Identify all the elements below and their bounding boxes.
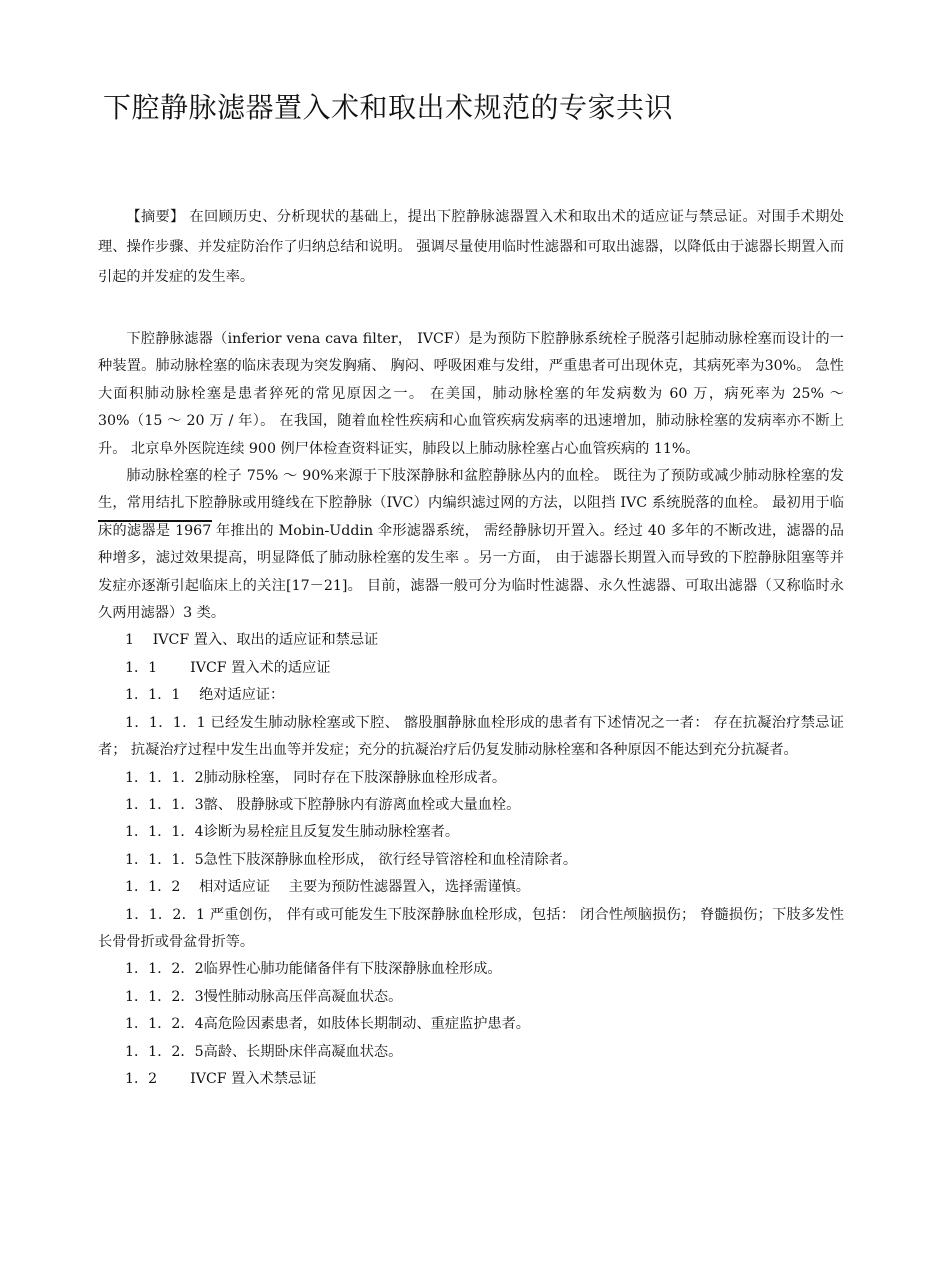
list-item: 1．1．2．1 严重创伤， 伴有或可能发生下肢深静脉血栓形成，包括： 闭合性颅脑损伤； 脊髓损伤；下肢多发性长骨骨折或骨盆骨折等。 bbox=[98, 906, 844, 950]
abstract-label: 【摘要】 bbox=[126, 209, 185, 225]
paragraph: 肺动脉栓塞的栓子 75% ～ 90%来源于下肢深静脉和盆腔静脉丛内的血栓。 既往为了预防或减少肺动脉栓塞的发生，常用结扎下腔静脉或用缝线在下腔静脉（IVC）内编织滤过网的方法，以阻挡 IVC 系统脱落的血栓。 最初用于临床的滤器是 1967 年推出的 Mobin-Uddin 伞形滤器系统， 需经静脉切开置入。经过 40 多年的不断改进，滤器的品种增多，滤过效果提高，明显降低了肺动脉栓塞的发生率 。另一方面， 由于滤器长期置入而导致的下腔静脉阻塞等并发症亦逐渐引起临床上的关注[17－21]。 目前，滤器一般可分为临时性滤器、永久性滤器、可取出滤器（又称临时永久两用滤器）3 类。 bbox=[98, 468, 844, 622]
abstract-paragraph bbox=[98, 202, 844, 292]
list-item: 1．1．1．4诊断为易栓症且反复发生肺动脉栓塞者。 bbox=[124, 824, 460, 841]
main-body bbox=[98, 326, 844, 1093]
list-item: 1．1．2．3慢性肺动脉高压伴高凝血状态。 bbox=[124, 988, 403, 1005]
list-item: 1．1．1．2肺动脉栓塞， 同时存在下肢深静脉血栓形成者。 bbox=[124, 769, 507, 786]
paragraph: 下腔静脉滤器（inferior vena cava filter， IVCF）是为预防下腔静脉系统栓子脱落引起肺动脉栓塞而设计的一种装置。肺动脉栓塞的临床表现为突发胸痛、 胸闷、呼吸困难与发绀，严重患者可出现休克，其病死率为30%。 急性大面积肺动脉栓塞是患者猝死的常见原因之一。 在美国，肺动脉栓塞的年发病数为 60 万，病死率为 25% ～ 30%（15 ～ 20 万 / 年）。 在我国，随着血栓性疾病和心血管疾病发病率的迅速增加，肺动脉栓塞的发病率亦不断上升。 北京阜外医院连续 900 例尸体检查资料证实，肺段以上肺动脉栓塞占心血管疾病的 11%。 bbox=[98, 331, 844, 457]
abstract-text: 在回顾历史、分析现状的基础上，提出下腔静脉滤器置入术和取出术的适应证与禁忌证。对围手术期处理、操作步骤、并发症防治作了归纳总结和说明。 强调尽量使用临时性滤器和可取出滤器，以降低由于滤器长期置入而引起的并发症的发生率。 bbox=[98, 209, 844, 285]
list-item: 1．1．1．5急性下肢深静脉血栓形成， 欲行经导管溶栓和血栓清除者。 bbox=[124, 851, 578, 868]
abstract bbox=[98, 202, 844, 292]
section-heading-1-1-2: 1．1．2 相对适应证 主要为预防性滤器置入，选择需谨慎。 bbox=[124, 879, 530, 896]
list-item: 1．1．1．3髂、 股静脉或下腔静脉内有游离血栓或大量血栓。 bbox=[124, 796, 521, 813]
section-heading-1-1-1: 1．1．1 绝对适应证： bbox=[124, 687, 285, 704]
underline-mark bbox=[98, 520, 212, 522]
section-heading-1-2: 1．2 IVCF 置入术禁忌证 bbox=[124, 1070, 317, 1087]
section-heading-1-1: 1．1 IVCF 置入术的适应证 bbox=[124, 659, 331, 676]
document-title: 下腔静脉滤器置入术和取出术规范的专家共识 bbox=[103, 91, 674, 124]
list-item: 1．1．1．1 已经发生肺动脉栓塞或下腔、 髂股腘静脉血栓形成的患者有下述情况之一者： 存在抗凝治疗禁忌证者； 抗凝治疗过程中发生出血等并发症；充分的抗凝治疗后仍复发肺动脉栓塞和各种原因不能达到充分抗凝者。 bbox=[98, 714, 844, 759]
list-item: 1．1．2．2临界性心肺功能储备伴有下肢深静脉血栓形成。 bbox=[124, 961, 502, 978]
section-heading-1: 1 IVCF 置入、取出的适应证和禁忌证 bbox=[124, 632, 379, 649]
list-item: 1．1．2．4高危险因素患者，如肢体长期制动、重症监护患者。 bbox=[124, 1016, 530, 1033]
list-item: 1．1．2．5高龄、长期卧床伴高凝血状态。 bbox=[124, 1043, 403, 1060]
